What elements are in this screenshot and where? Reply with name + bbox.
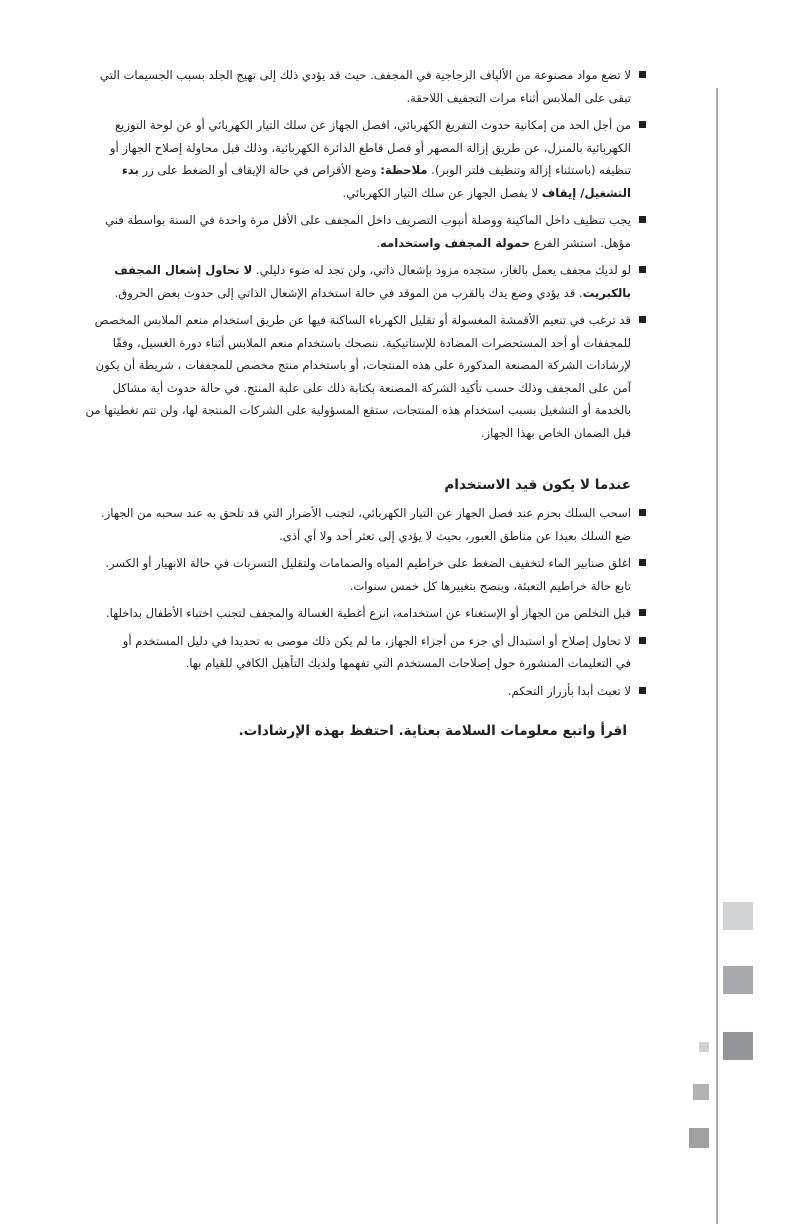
when-not-in-use-list [84,502,647,702]
warning-text: لا تحاول إشعال المجفف بالكبريت [114,263,631,300]
list-item [84,64,647,109]
tab-marker-light [723,902,753,930]
safety-content [84,64,647,742]
list-item [84,259,647,304]
bullet-text: من أجل الحد من إمكانية حدوث التفريغ الكهربائي، افصل الجهاز عن سلك التيار الكهربائي أو عن لوحة التوزيع الكهربائية بالمنزل، عن طريق إزالة المصهر أو فصل قاطع الدائرة الكهربائية، وذلك قبل محاولة إصلاح الجهاز أو تنظيفه (باستثناء إزالة وتنظيف فلتر الوبر). [109,118,631,177]
list-item [84,309,647,444]
bullet-text: لو لديك مجفف يعمل بالغاز، ستجده مزود بإشعال ذاتي، ولن تجد له ضوء دليلي. [252,263,631,277]
bullet-text: وضع الأقراص في حالة الإيقاف أو الضغط على زر [138,163,381,177]
tab-marker-dark [723,1032,753,1060]
note-label: ملاحظة: [380,163,428,177]
bullet-text: لا تضع مواد مصنوعة من الألياف الزجاجية في المجفف. حيث قد يؤدي ذلك إلى تهيج الجلد بسبب الجسيمات التي تبقى على الملابس أثناء مرات التجفيف اللاحقة. [99,68,631,105]
start-pause-label: بدء التشغيل/ إيقاف [121,163,631,200]
decorative-square-large [689,1128,709,1148]
list-item: لا تحاول إصلاح أو استبدال أي جزء من أجزاء الجهاز، ما لم يكن ذلك موصى به تحديدا في دليل المستخدم أو في التعليمات المنشورة حول إصلاحات المستخدم التي تفهمها ولديك التأهيل الكافي للقيام بها. [84,630,647,675]
decorative-square-small [699,1042,709,1052]
bullet-text: . قد يؤدي وضع يدك بالقرب من الموقد في حالة استخدام الإشعال الذاتي إلى حدوث بعض الحروق. [114,285,583,300]
bullet-text: . [376,235,381,250]
safety-footer-note: اقرأ واتبع معلومات السلامة بعناية. احتفظ بهذه الإرشادات. [238,723,627,739]
list-item: اغلق صنابير الماء لتخفيف الضغط على خراطيم المياه والصمامات ولتقليل التسربات في حالة الانهيار أو الكسر. تابع حالة خراطيم التعبئة، وينصح بتغييرها كل خمس سنوات. [84,552,647,597]
bullet-text: يجب تنظيف داخل الماكينة ووصلة أنبوب التصريف داخل المجفف على الأقل مرة واحدة في السنة بواسطة فني مؤهل. استشر الفرع [105,213,631,250]
list-item: اسحب السلك بحزم عند فصل الجهاز عن التيار الكهربائي، لتجنب الأضرار التي قد تلحق به عند سحبه من الجهاز. ضع السلك بعيدا عن مناطق العبور، بحيث لا يؤدي إلى تعثر أحد ولا أي أذى. [84,502,647,547]
bullet-text: لا يفصل الجهاز عن سلك التيار الكهربائي. [342,185,542,200]
bullet-text: قد ترغب في تنعيم الأقمشة المغسولة أو تقليل الكهرباء الساكنة فيها عن طريق استخدام منعم الملابس المخصص للمجففات أو أحد المستحضرات المضادة للإستاتيكية. ننصحك باستخدام منعم الملابس أثناء دورة الغسيل، وفقًا لإرشادات الشركة المصنعة المذكورة على هذه المنتجات، أو باستخدام منتج مخصص للمجففات ، شريطة أن يكون آمن على المجفف وذلك حسب تأكيد الشركة المصنعة بكتابة ذلك على علبة المنتج. في حالة حدوث أية مشاكل بالخدمة أو التشغيل بسبب استخدام هذه المنتجات، ستقع المسؤولية على الشركات المنتجة لها، ولن تتم تغطيتها من قبل الضمان الخاص بهذا الجهاز. [85,313,631,440]
tab-marker-mid [723,966,753,994]
list-item [84,209,647,254]
section-heading: عندما لا يكون قيد الاستخدام [444,477,631,493]
list-item [84,114,647,204]
safety-list [84,64,647,444]
section-reference: حمولة المجفف واستخدامه [380,235,531,250]
decorative-square-medium [693,1084,709,1100]
list-item: لا تعبث أبدا بأزرار التحكم. [84,680,647,703]
margin-rule [716,88,718,1224]
list-item: قبل التخلص من الجهاز أو الإستغناء عن استخدامه، انزع أغطية الغسالة والمجفف لتجنب اختباء الأطفال بداخلها. [84,602,647,625]
